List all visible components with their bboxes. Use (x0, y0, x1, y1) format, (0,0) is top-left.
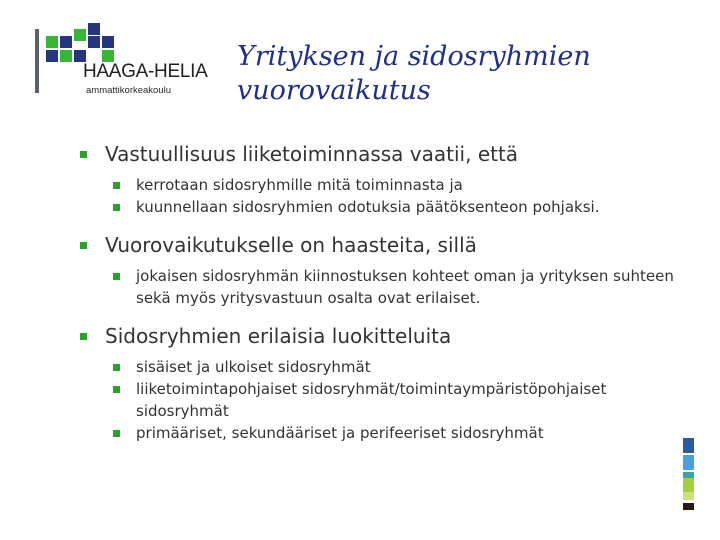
logo-square (60, 36, 72, 48)
square-bullet-icon (113, 204, 120, 211)
slide-title (237, 40, 677, 108)
square-bullet-icon (113, 182, 120, 189)
bullet-section (80, 231, 700, 309)
square-bullet-icon (113, 430, 120, 437)
bullet-level-1 (80, 140, 700, 168)
bullet-list (80, 140, 700, 457)
bullet-text: kerrotaan sidosryhmille mitä toiminnasta ja (136, 176, 463, 194)
haaga-helia-logo (35, 27, 208, 97)
slide-title-line-2: vuorovaikutus (237, 75, 431, 106)
logo-square (74, 29, 86, 41)
logo-subtitle: ammattikorkeakoulu (86, 85, 172, 96)
strip-block (683, 438, 694, 453)
bullet-text: liiketoimintapohjaiset sidosryhmät/toimintaympäristöpohjaiset sidosryhmät (136, 380, 607, 420)
logo-square (88, 23, 100, 35)
logo-name: HAAGA-HELIA (83, 61, 208, 82)
square-bullet-icon (113, 273, 120, 280)
bullet-section (80, 140, 700, 218)
bullet-text: Vastuullisuus liiketoiminnassa vaatii, että (105, 142, 519, 166)
bullet-level-2 (113, 174, 700, 196)
square-bullet-icon (113, 386, 120, 393)
square-bullet-icon (80, 333, 87, 340)
strip-block (683, 478, 694, 492)
logo-square (88, 36, 100, 48)
bullet-level-1 (80, 322, 700, 350)
strip-block (683, 455, 694, 470)
strip-block (683, 503, 694, 510)
bullet-level-2 (113, 378, 700, 422)
bullet-text: sisäiset ja ulkoiset sidosryhmät (136, 358, 371, 376)
logo-square (46, 36, 58, 48)
logo-square (102, 36, 114, 48)
square-bullet-icon (80, 151, 87, 158)
logo-frame (35, 29, 39, 93)
logo-square (60, 50, 72, 62)
strip-block (683, 492, 694, 500)
bullet-text: Sidosryhmien erilaisia luokitteluita (105, 324, 452, 348)
square-bullet-icon (113, 364, 120, 371)
logo-square (46, 50, 58, 62)
bullet-level-2 (113, 196, 700, 218)
bullet-level-2 (113, 356, 700, 378)
bullet-text: jokaisen sidosryhmän kiinnostuksen kohteet oman ja yrityksen suhteen sekä myös yritysvastuun osalta ovat erilaiset. (136, 267, 674, 307)
bullet-level-1 (80, 231, 700, 259)
bullet-text: Vuorovaikutukselle on haasteita, sillä (105, 233, 477, 257)
square-bullet-icon (80, 242, 87, 249)
bullet-level-2 (113, 265, 700, 309)
bullet-text: kuunnellaan sidosryhmien odotuksia päätöksenteon pohjaksi. (136, 198, 600, 216)
bullet-text: primääriset, sekundääriset ja perifeeriset sidosryhmät (136, 424, 544, 442)
slide-title-line-1: Yrityksen ja sidosryhmien (237, 41, 591, 72)
bullet-level-2 (113, 422, 700, 444)
bullet-section (80, 322, 700, 444)
